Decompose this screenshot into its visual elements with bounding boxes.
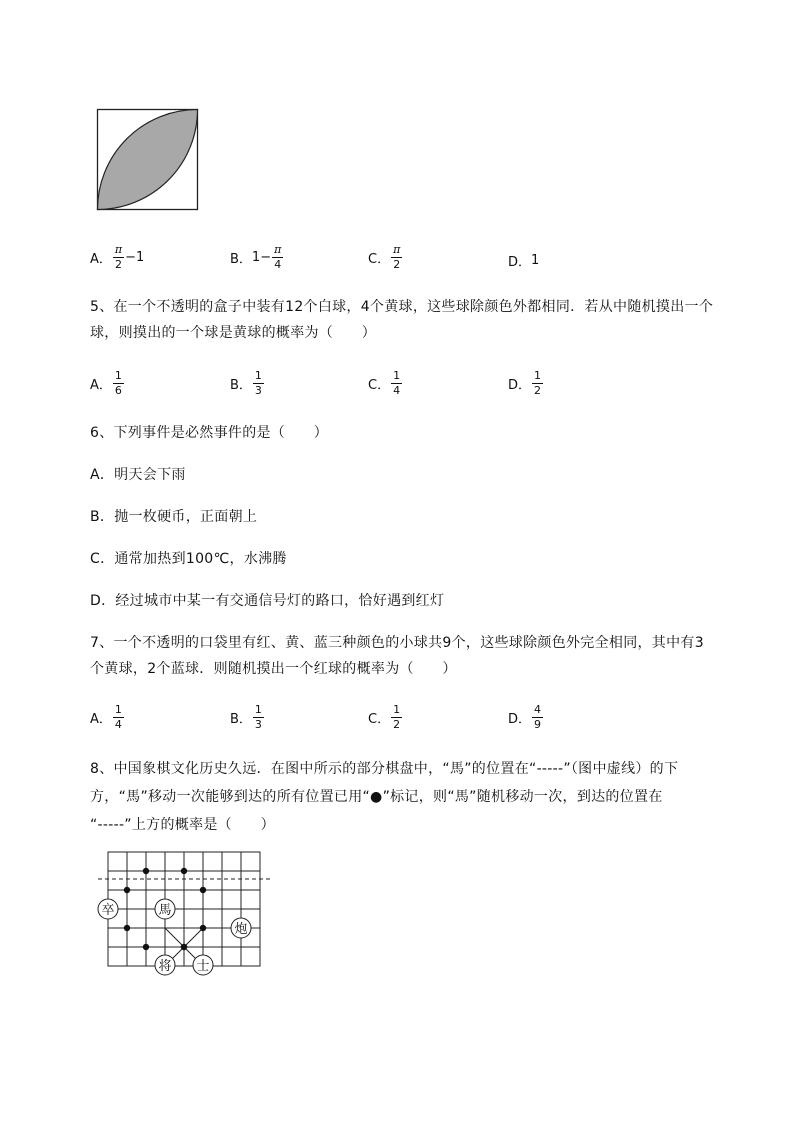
option-prefix: 1−: [251, 250, 272, 265]
option-letter: D．: [508, 712, 532, 727]
q7-option-a[interactable]: [90, 704, 125, 731]
fraction: $\frac{1}{3}$: [254, 703, 262, 731]
q5-option-a[interactable]: [90, 370, 125, 397]
q4-option-c[interactable]: [368, 244, 403, 271]
q4-option-a[interactable]: [90, 244, 144, 271]
q8-stem-line3: “-----”上方的概率是（ ）: [90, 817, 275, 833]
option-letter: A．: [90, 378, 112, 393]
fraction: $\frac{1}{4}$: [114, 703, 122, 731]
option-letter: A．: [90, 252, 112, 267]
q5-option-d[interactable]: [508, 370, 544, 397]
q8-stem-line1: 8、中国象棋文化历史久远．在图中所示的部分棋盘中，“馬”的位置在“-----”（图中虚线）的下: [90, 761, 679, 777]
center-dot: [181, 944, 187, 950]
option-suffix: −1: [125, 250, 145, 265]
option-letter: B．: [230, 252, 252, 267]
piece-jiang: [155, 955, 175, 975]
option-letter: C．: [368, 712, 391, 727]
fraction: $\frac{\pi}{2}$: [114, 243, 123, 271]
fraction: $\frac{\pi}{4}$: [274, 243, 282, 271]
svg-text:馬: 馬: [158, 903, 172, 918]
piece-pao: [231, 918, 251, 938]
q5-option-c[interactable]: [368, 370, 403, 397]
svg-text:士: 士: [196, 959, 210, 974]
fraction: $\frac{1}{3}$: [254, 369, 262, 397]
option-letter: C．: [368, 252, 391, 267]
q6-option-a[interactable]: A．明天会下雨: [90, 467, 186, 483]
svg-text:卒: 卒: [101, 903, 115, 918]
option-letter: B．: [230, 712, 252, 727]
q4-leaf-figure: [96, 108, 200, 212]
q7-option-d[interactable]: [508, 704, 544, 731]
option-letter: D．: [508, 255, 532, 270]
fraction: $\frac{1}{2}$: [393, 703, 401, 731]
q4-option-d[interactable]: [508, 251, 539, 270]
q7-option-c[interactable]: [368, 704, 403, 731]
svg-text:炮: 炮: [234, 922, 248, 937]
fraction: $\frac{4}{9}$: [534, 703, 542, 731]
q4-option-b[interactable]: [230, 244, 284, 271]
q7-stem-line1: 7、一个不透明的口袋里有红、黄、蓝三种颜色的小球共9个，这些球除颜色外完全相同，其中有3: [90, 635, 704, 651]
q5-stem-line1: 5、在一个不透明的盒子中装有12个白球，4个黄球，这些球除颜色外都相同．若从中随机摸出一个: [90, 299, 714, 315]
svg-text:将: 将: [158, 959, 172, 974]
q6-stem: 6、下列事件是必然事件的是（ ）: [90, 425, 329, 441]
q7-stem-line2: 个黄球，2个蓝球．则随机摸出一个红球的概率为（ ）: [90, 661, 457, 677]
q5-stem-line2: 球，则摸出的一个球是黄球的概率为（ ）: [90, 325, 376, 341]
option-letter: C．: [368, 378, 391, 393]
option-letter: B．: [230, 378, 252, 393]
fraction: $\frac{1}{4}$: [393, 369, 401, 397]
q8-stem-line2: 方，“馬”移动一次能够到达的所有位置已用“●”标记，则“馬”随机移动一次，到达的位置在: [90, 789, 663, 805]
q5-option-b[interactable]: [230, 370, 265, 397]
option-letter: D．: [508, 378, 532, 393]
q6-option-c[interactable]: C．通常加热到100℃，水沸腾: [90, 551, 287, 567]
fraction: $\frac{1}{2}$: [534, 369, 542, 397]
fraction: $\frac{\pi}{2}$: [393, 243, 401, 271]
q7-option-b[interactable]: [230, 704, 265, 731]
piece-shi: [193, 955, 213, 975]
option-letter: A．: [90, 712, 112, 727]
piece-zu: [98, 899, 118, 919]
q6-option-d[interactable]: D．经过城市中某一有交通信号灯的路口，恰好遇到红灯: [90, 593, 445, 609]
fraction: $\frac{1}{6}$: [114, 369, 122, 397]
q8-chessboard-figure: [94, 848, 274, 976]
option-text: 1: [531, 253, 540, 268]
q6-option-b[interactable]: B．抛一枚硬币，正面朝上: [90, 509, 258, 525]
piece-ma: [155, 899, 175, 919]
